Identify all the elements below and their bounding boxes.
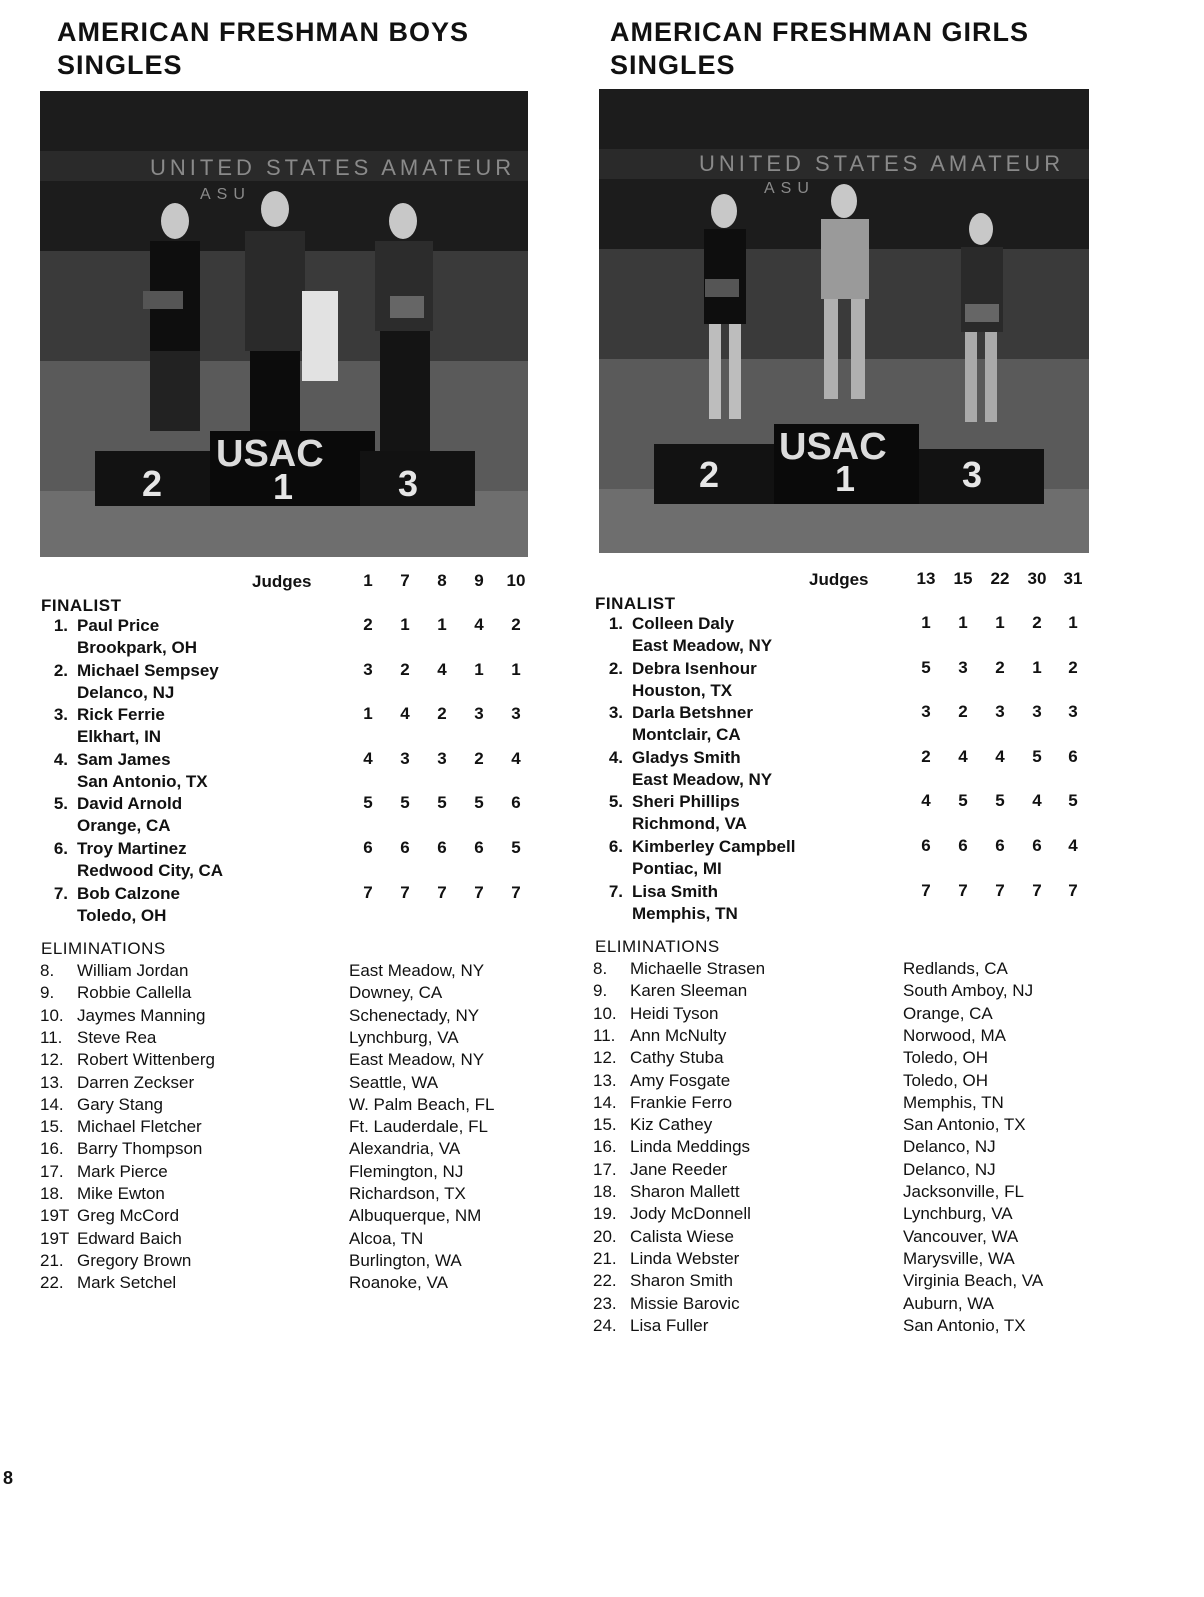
elimination-name: Amy Fosgate (630, 1070, 731, 1090)
elimination-city: Redlands, CA (903, 959, 1008, 978)
finalist-city: Memphis, TN (632, 903, 738, 923)
finalist-score: 7 (995, 880, 1005, 900)
finalist-row (40, 615, 360, 659)
elimination-name: Sharon Smith (630, 1271, 733, 1291)
elimination-row (593, 958, 1093, 980)
finalist-city: Montclair, CA (632, 725, 741, 745)
elimination-row (40, 1138, 540, 1160)
girls-title-line2: SINGLES (610, 50, 736, 80)
elimination-row (593, 1025, 1093, 1047)
elimination-name: Michael Fletcher (77, 1117, 202, 1137)
finalist-rank: 1. (53, 616, 68, 635)
elimination-rank: 9. (40, 983, 55, 1003)
elimination-name: Heidi Tyson (630, 1003, 719, 1023)
girls-podium-place-1: 1 (835, 458, 856, 499)
boys-podium-usac: USAC (216, 433, 324, 475)
finalist-rank: 4. (53, 749, 68, 769)
elimination-row (40, 1072, 540, 1094)
elimination-row (40, 1161, 540, 1183)
elimination-city: Auburn, WA (903, 1293, 995, 1313)
girls-photo-banner: UNITED STATES AMATEUR (699, 151, 1065, 176)
finalist-score: 2 (474, 748, 484, 768)
elimination-row (593, 1003, 1093, 1025)
elimination-row (40, 1116, 540, 1138)
finalist-score: 1 (1068, 613, 1078, 632)
finalist-rank: 3. (53, 705, 68, 725)
elimination-name: Edward Baich (77, 1228, 182, 1248)
elimination-name: Missie Barovic (630, 1293, 740, 1313)
finalist-name: Darla Betshner (632, 703, 753, 723)
finalist-name: David Arnold (77, 794, 183, 814)
elimination-name: Robbie Callella (77, 983, 192, 1003)
elimination-row (40, 1049, 540, 1071)
elimination-city: Albuquerque, NM (349, 1206, 482, 1226)
finalist-score: 6 (1032, 836, 1042, 855)
elimination-rank: 18. (593, 1182, 617, 1201)
finalist-score: 6 (1068, 746, 1078, 766)
boys-title (57, 16, 469, 82)
finalist-city: Pontiac, MI (632, 859, 722, 878)
elimination-city: Toledo, OH (903, 1048, 989, 1068)
finalist-score: 4 (511, 748, 521, 768)
page-number: 8 (3, 1468, 14, 1488)
finalist-score: 3 (1068, 702, 1078, 722)
girls-podium-usac: USAC (779, 426, 887, 468)
elimination-city: Lynchburg, VA (349, 1027, 459, 1047)
finalist-score: 4 (400, 704, 410, 724)
elimination-city: San Antonio, TX (903, 1315, 1026, 1335)
finalist-row (40, 704, 360, 748)
elimination-city: Vancouver, WA (903, 1226, 1019, 1246)
finalist-city: Elkhart, IN (77, 727, 162, 747)
elimination-name: Jody McDonnell (630, 1204, 751, 1224)
elimination-name: Gregory Brown (77, 1250, 192, 1270)
finalist-city: San Antonio, TX (77, 771, 208, 791)
finalist-score: 5 (995, 791, 1005, 811)
finalist-rank: 3. (608, 703, 623, 723)
finalist-score: 5 (1068, 791, 1078, 811)
elimination-rank: 20. (593, 1226, 617, 1246)
boys-podium-place-2: 2 (142, 463, 163, 504)
elimination-rank: 9. (593, 981, 608, 1001)
finalist-city: East Meadow, NY (632, 769, 773, 789)
elimination-name: Cathy Stuba (630, 1048, 724, 1068)
elimination-city: East Meadow, NY (349, 961, 485, 980)
finalist-score: 5 (437, 793, 447, 813)
elimination-rank: 11. (40, 1027, 63, 1047)
finalist-score: 6 (400, 838, 410, 857)
elimination-name: Karen Sleeman (630, 981, 748, 1001)
boys-title-line2: SINGLES (57, 50, 183, 80)
elimination-city: Memphis, TN (903, 1092, 1004, 1112)
finalist-score: 6 (995, 836, 1005, 855)
elimination-rank: 13. (593, 1070, 617, 1090)
finalist-score: 4 (437, 659, 447, 679)
finalist-score: 5 (474, 793, 484, 813)
finalist-score: 2 (437, 704, 447, 724)
finalist-score: 1 (474, 659, 484, 679)
elimination-city: Alexandria, VA (349, 1139, 461, 1159)
finalist-name: Sheri Phillips (632, 792, 740, 812)
finalist-score: 5 (363, 793, 373, 813)
boys-judge-3: 8 (437, 571, 447, 590)
elimination-name: Linda Webster (630, 1248, 740, 1268)
finalist-score: 6 (437, 838, 447, 857)
finalist-score: 4 (363, 748, 373, 768)
elimination-name: Greg McCord (77, 1206, 180, 1226)
elimination-rank: 8. (40, 961, 55, 980)
elimination-rank: 19T (40, 1228, 70, 1248)
elimination-rank: 22. (40, 1273, 64, 1293)
finalist-score: 3 (1032, 702, 1042, 722)
elimination-name: Calista Wiese (630, 1226, 734, 1246)
finalist-score: 1 (511, 659, 521, 679)
elimination-name: Barry Thompson (77, 1139, 203, 1159)
finalist-score: 6 (921, 836, 931, 855)
finalist-city: Houston, TX (632, 680, 733, 700)
elimination-city: Flemington, NJ (349, 1161, 464, 1181)
finalist-rank: 6. (608, 837, 623, 856)
elimination-name: Steve Rea (77, 1027, 157, 1047)
elimination-city: East Meadow, NY (349, 1050, 485, 1070)
elimination-rank: 15. (593, 1115, 617, 1135)
finalist-score: 7 (1068, 880, 1078, 900)
elimination-name: Darren Zeckser (77, 1072, 195, 1092)
finalist-score: 6 (363, 838, 373, 857)
boys-judge-4: 9 (474, 571, 484, 590)
finalist-score: 4 (1032, 791, 1042, 811)
elimination-city: Lynchburg, VA (903, 1204, 1013, 1224)
finalist-score: 7 (511, 882, 521, 902)
finalist-city: East Meadow, NY (632, 636, 773, 655)
elimination-city: Jacksonville, FL (903, 1182, 1024, 1201)
finalist-score: 3 (400, 748, 410, 768)
elimination-name: Sharon Mallett (630, 1182, 740, 1201)
finalist-rank: 5. (53, 794, 68, 814)
finalist-rank: 6. (53, 839, 68, 858)
elimination-name: Jaymes Manning (77, 1005, 206, 1025)
girls-podium-place-3: 3 (962, 454, 983, 495)
finalist-score: 7 (437, 882, 447, 902)
elimination-name: William Jordan (77, 961, 189, 980)
elimination-row (593, 1070, 1093, 1092)
elimination-row (40, 1228, 540, 1250)
finalist-name: Colleen Daly (632, 614, 735, 633)
elimination-rank: 10. (40, 1005, 64, 1025)
elimination-row (40, 1005, 540, 1027)
girls-podium-place-2: 2 (699, 454, 720, 495)
finalist-score: 5 (958, 791, 968, 811)
finalist-name: Kimberley Campbell (632, 837, 796, 856)
elimination-city: Virginia Beach, VA (903, 1271, 1044, 1291)
elimination-name: Linda Meddings (630, 1137, 751, 1157)
elimination-row (40, 1250, 540, 1272)
finalist-score: 4 (958, 746, 968, 766)
finalist-rank: 2. (53, 660, 68, 680)
girls-judge-2: 15 (953, 569, 973, 588)
elimination-rank: 10. (593, 1003, 617, 1023)
finalist-row (595, 747, 915, 791)
finalist-score: 2 (363, 615, 373, 634)
elimination-city: Orange, CA (903, 1003, 993, 1023)
elimination-city: Roanoke, VA (349, 1273, 448, 1293)
elimination-name: Jane Reeder (630, 1159, 728, 1179)
elimination-rank: 23. (593, 1293, 617, 1313)
finalist-score: 2 (1068, 657, 1078, 677)
finalist-score: 1 (921, 613, 931, 632)
finalist-rank: 7. (53, 883, 68, 903)
finalist-score: 1 (363, 704, 373, 724)
elimination-row (593, 1092, 1093, 1114)
finalist-name: Sam James (77, 749, 171, 769)
finalist-rank: 5. (608, 792, 623, 812)
elimination-city: San Antonio, TX (903, 1115, 1026, 1135)
elimination-row (593, 980, 1093, 1002)
finalist-score: 5 (1032, 746, 1042, 766)
elimination-city: South Amboy, NJ (903, 981, 1034, 1001)
boys-podium-photo (40, 91, 528, 557)
elimination-rank: 19. (593, 1204, 617, 1224)
finalist-row (595, 881, 915, 925)
girls-title-line1: AMERICAN FRESHMAN GIRLS (610, 17, 1029, 47)
elimination-city: Alcoa, TN (349, 1228, 424, 1248)
elimination-city: Toledo, OH (903, 1070, 989, 1090)
elimination-name: Ann McNulty (630, 1025, 727, 1045)
girls-photo-banner-sub: ASU (764, 180, 815, 197)
elimination-rank: 22. (593, 1271, 617, 1291)
finalist-row (40, 883, 360, 927)
finalist-score: 2 (1032, 613, 1042, 632)
elimination-city: W. Palm Beach, FL (349, 1094, 495, 1114)
boys-eliminations-label: ELIMINATIONS (41, 939, 166, 958)
girls-finalist-label: FINALIST (595, 594, 676, 613)
elimination-row (593, 1136, 1093, 1158)
finalist-score: 7 (363, 882, 373, 902)
elimination-city: Ft. Lauderdale, FL (349, 1117, 488, 1137)
elimination-city: Seattle, WA (349, 1072, 439, 1092)
finalist-score: 6 (958, 836, 968, 855)
elimination-rank: 17. (593, 1159, 617, 1179)
elimination-row (593, 1270, 1093, 1292)
finalist-city: Orange, CA (77, 816, 171, 836)
elimination-row (40, 1183, 540, 1205)
finalist-row (595, 613, 915, 657)
finalist-rank: 7. (608, 881, 623, 901)
finalist-row (595, 836, 915, 880)
elimination-rank: 12. (40, 1050, 64, 1070)
elimination-rank: 14. (593, 1092, 617, 1112)
finalist-row (595, 791, 915, 835)
elimination-rank: 16. (593, 1137, 617, 1157)
elimination-name: Robert Wittenberg (77, 1050, 215, 1070)
finalist-score: 3 (995, 702, 1005, 722)
finalist-score: 1 (437, 615, 447, 634)
boys-judge-5: 10 (506, 571, 526, 590)
finalist-score: 4 (1068, 836, 1078, 855)
finalist-name: Troy Martinez (77, 839, 187, 858)
finalist-score: 2 (511, 615, 521, 634)
finalist-name: Debra Isenhour (632, 658, 757, 678)
boys-finalist-label: FINALIST (41, 596, 122, 615)
finalist-score: 7 (474, 882, 484, 902)
finalist-score: 2 (921, 746, 931, 766)
elimination-row (40, 960, 540, 982)
finalist-score: 2 (400, 659, 410, 679)
elimination-row (40, 1205, 540, 1227)
elimination-name: Lisa Fuller (630, 1315, 709, 1335)
finalist-score: 1 (958, 613, 968, 632)
finalist-score: 7 (1032, 880, 1042, 900)
elimination-city: Delanco, NJ (903, 1159, 996, 1179)
elimination-name: Mark Pierce (77, 1161, 168, 1181)
finalist-name: Bob Calzone (77, 883, 180, 903)
girls-photo-drawing (599, 89, 1089, 553)
boys-judges-label: Judges (252, 572, 312, 591)
finalist-name: Michael Sempsey (77, 660, 219, 680)
finalist-score: 1 (1032, 657, 1042, 677)
finalist-score: 3 (958, 657, 968, 677)
finalist-score: 3 (511, 704, 521, 724)
finalist-city: Toledo, OH (77, 905, 167, 925)
elimination-city: Delanco, NJ (903, 1137, 996, 1157)
finalist-rank: 2. (608, 658, 623, 678)
finalist-row (40, 838, 360, 882)
finalist-score: 6 (511, 793, 521, 813)
finalist-score: 3 (474, 704, 484, 724)
elimination-row (593, 1226, 1093, 1248)
boys-photo-banner-sub: ASU (200, 186, 251, 203)
girls-judge-3: 22 (990, 569, 1010, 588)
elimination-rank: 15. (40, 1117, 64, 1137)
finalist-score: 2 (995, 657, 1005, 677)
finalist-name: Lisa Smith (632, 881, 718, 901)
elimination-row (593, 1315, 1093, 1337)
finalist-row (40, 793, 360, 837)
elimination-rank: 8. (593, 959, 608, 978)
elimination-row (593, 1047, 1093, 1069)
elimination-rank: 21. (40, 1250, 64, 1270)
elimination-city: Norwood, MA (903, 1025, 1006, 1045)
elimination-name: Gary Stang (77, 1094, 163, 1114)
elimination-row (40, 1094, 540, 1116)
elimination-name: Mark Setchel (77, 1273, 177, 1293)
girls-podium-photo (599, 89, 1089, 553)
elimination-name: Frankie Ferro (630, 1092, 733, 1112)
girls-judge-1: 13 (916, 569, 936, 588)
elimination-city: Burlington, WA (349, 1250, 462, 1270)
girls-judge-4: 30 (1027, 569, 1047, 588)
boys-title-line1: AMERICAN FRESHMAN BOYS (57, 17, 470, 47)
elimination-row (593, 1248, 1093, 1270)
finalist-score: 2 (958, 702, 968, 722)
elimination-name: Michaelle Strasen (630, 959, 766, 978)
finalist-score: 5 (511, 838, 521, 857)
girls-judge-5: 31 (1063, 569, 1083, 588)
finalist-score: 3 (437, 748, 447, 768)
finalist-city: Brookpark, OH (77, 638, 197, 657)
finalist-score: 6 (474, 838, 484, 857)
boys-judge-2: 7 (400, 571, 410, 590)
finalist-city: Richmond, VA (632, 814, 747, 834)
boys-podium-place-3: 3 (398, 463, 419, 504)
finalist-score: 5 (400, 793, 410, 813)
elimination-city: Richardson, TX (349, 1184, 466, 1203)
finalist-score: 5 (921, 657, 931, 677)
finalist-row (595, 658, 915, 702)
boys-judge-1: 1 (363, 571, 373, 590)
elimination-row (40, 982, 540, 1004)
elimination-rank: 12. (593, 1048, 617, 1068)
elimination-row (40, 1272, 540, 1294)
finalist-row (40, 660, 360, 704)
elimination-row (593, 1114, 1093, 1136)
boys-photo-drawing (40, 91, 528, 557)
finalist-name: Gladys Smith (632, 747, 741, 767)
elimination-rank: 18. (40, 1184, 64, 1203)
elimination-row (593, 1159, 1093, 1181)
finalist-score: 1 (400, 615, 410, 634)
elimination-rank: 21. (593, 1248, 617, 1268)
elimination-row (593, 1293, 1093, 1315)
finalist-score: 4 (995, 746, 1005, 766)
finalist-city: Delanco, NJ (77, 682, 175, 702)
finalist-score: 7 (958, 880, 968, 900)
elimination-city: Schenectady, NY (349, 1005, 480, 1025)
elimination-name: Kiz Cathey (630, 1115, 713, 1135)
finalist-score: 7 (921, 880, 931, 900)
boys-photo-banner: UNITED STATES AMATEUR (150, 155, 516, 180)
elimination-rank: 13. (40, 1072, 64, 1092)
finalist-name: Paul Price (77, 616, 160, 635)
girls-eliminations-label: ELIMINATIONS (595, 937, 720, 956)
finalist-rank: 1. (608, 614, 623, 633)
elimination-rank: 14. (40, 1094, 64, 1114)
elimination-row (593, 1203, 1093, 1225)
finalist-score: 1 (995, 613, 1005, 632)
finalist-name: Rick Ferrie (77, 705, 165, 725)
finalist-row (595, 702, 915, 746)
finalist-rank: 4. (608, 747, 623, 767)
finalist-score: 4 (474, 615, 484, 634)
boys-podium-place-1: 1 (273, 466, 294, 507)
elimination-city: Downey, CA (349, 983, 443, 1003)
elimination-rank: 17. (40, 1161, 64, 1181)
elimination-row (593, 1181, 1093, 1203)
girls-judges-label: Judges (809, 570, 869, 589)
elimination-rank: 24. (593, 1315, 617, 1335)
finalist-score: 4 (921, 791, 931, 811)
finalist-row (40, 749, 360, 793)
girls-title (610, 16, 1029, 82)
finalist-score: 3 (363, 659, 373, 679)
finalist-score: 7 (400, 882, 410, 902)
finalist-score: 3 (921, 702, 931, 722)
elimination-row (40, 1027, 540, 1049)
elimination-name: Mike Ewton (77, 1184, 165, 1203)
elimination-rank: 19T (40, 1206, 70, 1226)
finalist-city: Redwood City, CA (77, 861, 224, 880)
elimination-rank: 11. (593, 1025, 616, 1045)
elimination-rank: 16. (40, 1139, 64, 1159)
elimination-city: Marysville, WA (903, 1248, 1015, 1268)
